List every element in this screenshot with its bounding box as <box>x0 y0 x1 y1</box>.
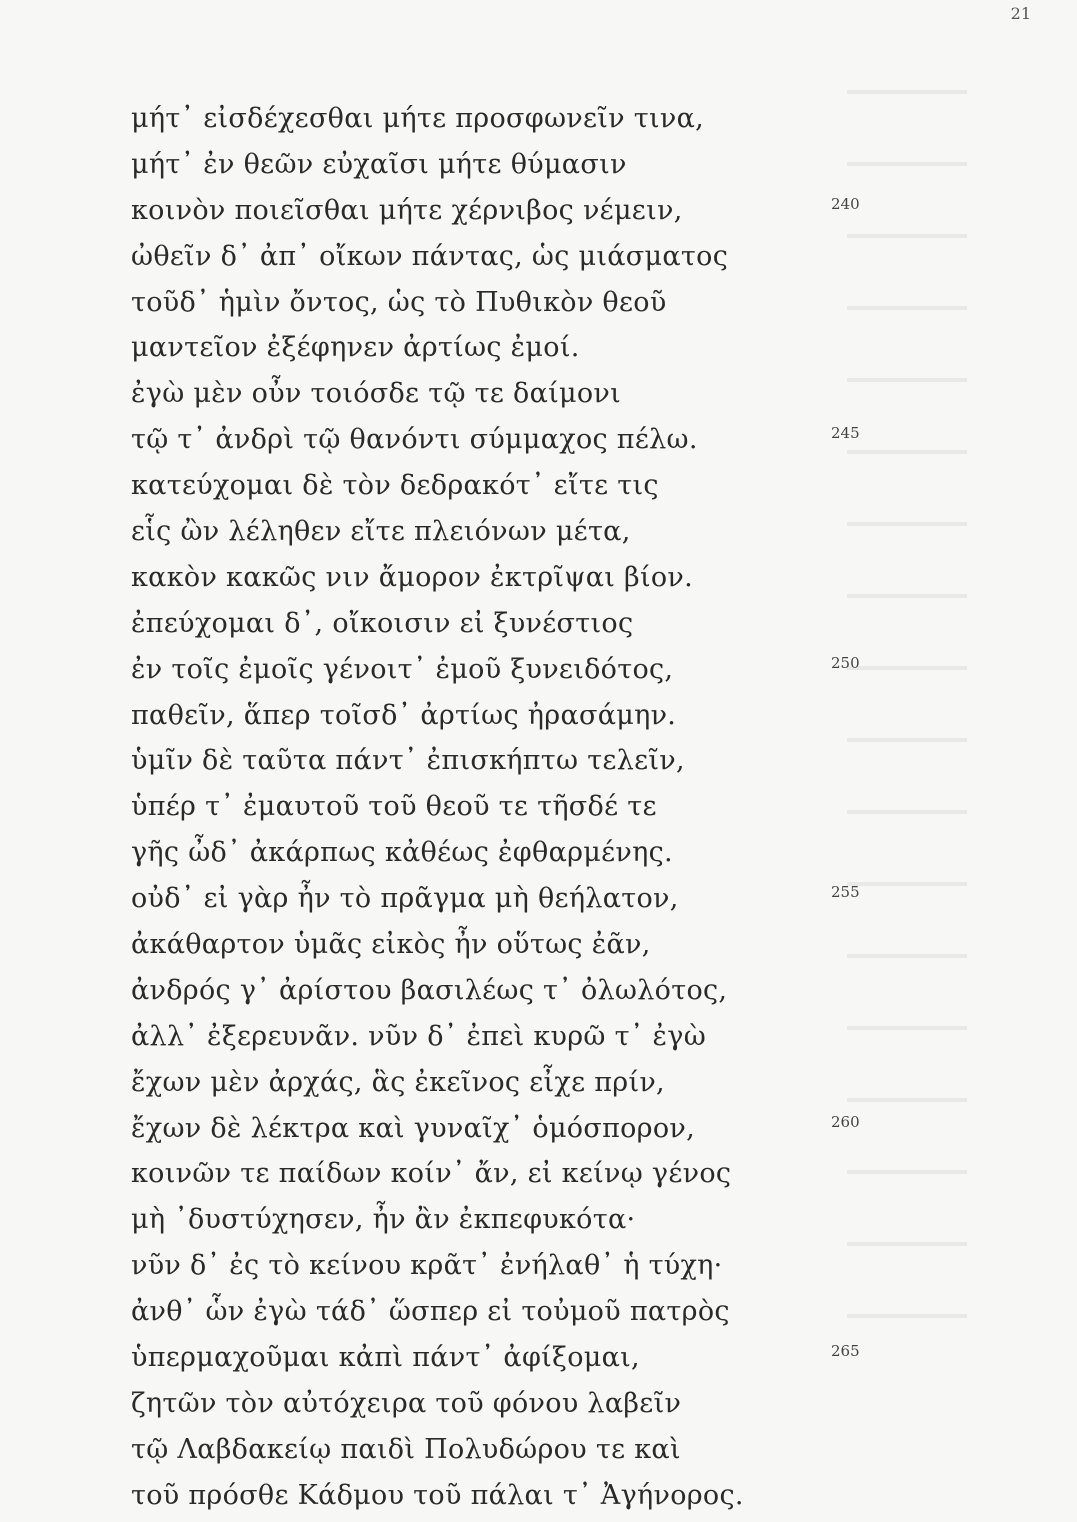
verse-line-text: παθεῖν, ἅπερ τοῖσδ᾽ ἀρτίως ἠρασάμην. <box>131 699 677 731</box>
verse-line <box>131 509 871 555</box>
verse-line <box>131 234 871 280</box>
verse-line-text: ἐπεύχομαι δ᾽, οἴκοισιν εἰ ξυνέστιος <box>131 607 634 639</box>
verse-line-text: μαντεῖον ἐξέφηνεν ἀρτίως ἐμοί. <box>131 332 580 364</box>
verse-line-text: ἔχων μὲν ἀρχάς, ἃς ἐκεῖνος εἶχε πρίν, <box>131 1066 665 1098</box>
verse-line <box>131 968 871 1014</box>
verse-line <box>131 417 871 463</box>
verse-line-text: τοῦδ᾽ ἡμὶν ὄντος, ὡς τὸ Πυθικὸν θεοῦ <box>131 286 667 318</box>
verse-line-text: νῦν δ᾽ ἐς τὸ κείνου κρᾶτ᾽ ἐνήλαθ᾽ ἡ τύχη· <box>131 1250 723 1282</box>
verse-line <box>131 1060 871 1106</box>
verse-line <box>131 1473 871 1519</box>
verse-line-text: ζητῶν τὸν αὐτόχειρα τοῦ φόνου λαβεῖν <box>131 1387 682 1419</box>
verse-line <box>131 647 871 693</box>
verse-line-text: τῷ τ᾽ ἀνδρὶ τῷ θανόντι σύμμαχος πέλω. <box>131 424 698 456</box>
verse-line <box>131 1197 871 1243</box>
verse-line <box>131 601 871 647</box>
verse-line-text: ὠθεῖν δ᾽ ἀπ᾽ οἴκων πάντας, ὡς μιάσματος <box>131 240 729 272</box>
verse-line-text: ἀνδρός γ᾽ ἀρίστου βασιλέως τ᾽ ὀλωλότος, <box>131 974 728 1006</box>
line-number: 265 <box>831 1342 860 1361</box>
verse-line-text: κατεύχομαι δὲ τὸν δεδρακότ᾽ εἴτε τις <box>131 470 659 502</box>
verse-line <box>131 1014 871 1060</box>
verse-line-text: μήτ᾽ ἐν θεῶν εὐχαῖσι μήτε θύμασιν <box>131 148 627 180</box>
verse-line-text: ὑπερμαχοῦμαι κἀπὶ πάντ᾽ ἀφίξομαι, <box>131 1342 640 1374</box>
verse-line-text: οὐδ᾽ εἰ γὰρ ἦν τὸ πρᾶγμα μὴ θεήλατον, <box>131 883 679 915</box>
verse-line-text: ἀλλ᾽ ἐξερευνᾶν. νῦν δ᾽ ἐπεὶ κυρῶ τ᾽ ἐγὼ <box>131 1020 707 1052</box>
verse-line <box>131 96 871 142</box>
verse-line-text: ἐν τοῖς ἐμοῖς γένοιτ᾽ ἐμοῦ ξυνειδότος, <box>131 653 674 685</box>
verse-line <box>131 876 871 922</box>
verse-line-text: ἔχων δὲ λέκτρα καὶ γυναῖχ᾽ ὁμόσπορον, <box>131 1112 696 1144</box>
verse-line <box>131 555 871 601</box>
verse-line-text: ἀκάθαρτον ὑμᾶς εἰκὸς ἦν οὕτως ἐᾶν, <box>131 929 651 961</box>
verse-line <box>131 1151 871 1197</box>
verse-line-text: κοινῶν τε παίδων κοίν᾽ ἄν, εἰ κείνῳ γένος <box>131 1158 732 1190</box>
verse-line <box>131 1289 871 1335</box>
verse-line <box>131 784 871 830</box>
line-number: 250 <box>831 653 860 672</box>
verse-line-text: εἷς ὢν λέληθεν εἴτε πλειόνων μέτα, <box>131 516 631 548</box>
verse-line <box>131 280 871 326</box>
verse-line-text: ἀνθ᾽ ὧν ἐγὼ τάδ᾽ ὥσπερ εἰ τοὐμοῦ πατρὸς <box>131 1296 730 1328</box>
verse-line <box>131 371 871 417</box>
verse-line <box>131 830 871 876</box>
verse-line-text: τῷ Λαβδακείῳ παιδὶ Πολυδώρου τε καὶ <box>131 1433 681 1465</box>
verse-line-text: γῆς ὦδ᾽ ἀκάρπως κἀθέως ἐφθαρμένης. <box>131 837 673 869</box>
verse-line <box>131 738 871 784</box>
verse-line-text: ὑπέρ τ᾽ ἐμαυτοῦ τοῦ θεοῦ τε τῆσδέ τε <box>131 791 657 823</box>
verse-line <box>131 1427 871 1473</box>
verse-line <box>131 463 871 509</box>
line-number: 245 <box>831 424 860 443</box>
verse-line-text: τοῦ πρόσθε Κάδμου τοῦ πάλαι τ᾽ Ἀγήνορος. <box>131 1479 744 1511</box>
verse-line <box>131 188 871 234</box>
verse-line <box>131 1106 871 1152</box>
verse-line <box>131 1335 871 1381</box>
verse-line-text: ἐγὼ μὲν οὖν τοιόσδε τῷ τε δαίμονι <box>131 378 622 410</box>
verse-line <box>131 325 871 371</box>
line-number: 240 <box>831 194 860 213</box>
verse-line-text: κοινὸν ποιεῖσθαι μήτε χέρνιβος νέμειν, <box>131 194 683 226</box>
verse-line <box>131 922 871 968</box>
line-number: 255 <box>831 883 860 902</box>
verse-text <box>131 96 871 1519</box>
verse-line <box>131 1243 871 1289</box>
verse-line-text: ὑμῖν δὲ ταῦτα πάντ᾽ ἐπισκήπτω τελεῖν, <box>131 745 685 777</box>
verse-line-text: κακὸν κακῶς νιν ἄμορον ἐκτρῖψαι βίον. <box>131 561 693 593</box>
verse-line <box>131 142 871 188</box>
line-number: 260 <box>831 1112 860 1131</box>
verse-line-text: μήτ᾽ εἰσδέχεσθαι μήτε προσφωνεῖν τινα, <box>131 103 705 134</box>
verse-line <box>131 693 871 739</box>
verse-line <box>131 1381 871 1427</box>
verse-line-text: μὴ ᾽δυστύχησεν, ἦν ἂν ἐκπεφυκότα· <box>131 1204 636 1236</box>
page-number: 21 <box>1010 4 1031 23</box>
